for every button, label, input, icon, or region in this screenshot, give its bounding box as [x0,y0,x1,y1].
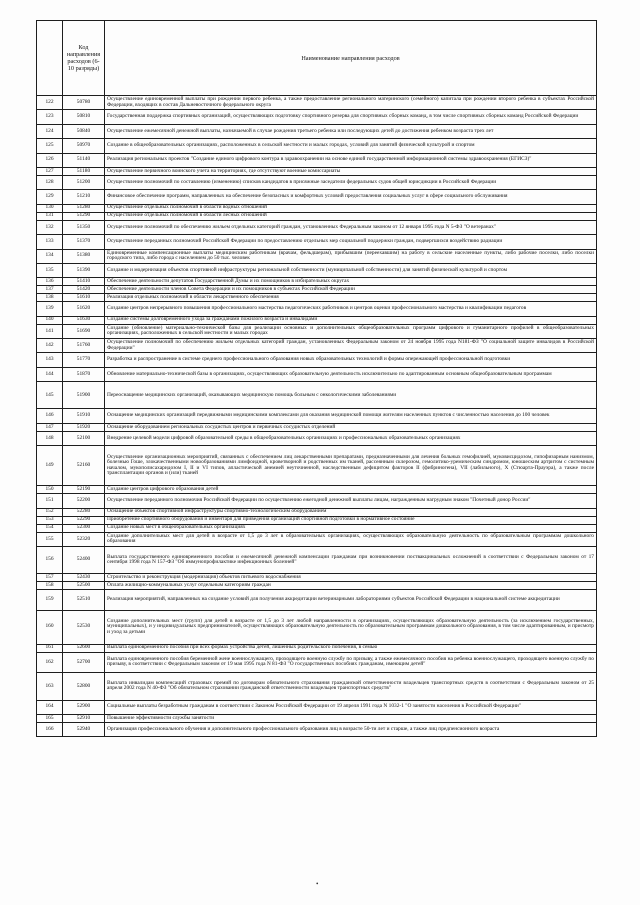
row-name: Переоснащение медицинских организаций, оказывающих медицинскую помощь больным с онкологическими заболеваниями [105,382,597,409]
row-code: 51920 [63,423,105,431]
row-name: Повышение эффективности службы занятости [105,714,597,722]
row-name: Обеспечение деятельности депутатов Государственной Думы и их помощников в избирательных округах [105,278,597,286]
row-code: 51690 [63,324,105,338]
row-name: Оснащение объектов спортивной инфраструктуры спортивно-технологическим оборудованием [105,508,597,516]
table-body [37,96,597,737]
row-code: 51900 [63,382,105,409]
row-code: 51420 [63,286,105,294]
table-row [37,153,597,167]
row-name: Социальные выплаты безработным гражданам в соответствии с Законом Российской Федерации от 19 апреля 1991 года N 1032-1 "О занятости населения в Российской Федерации" [105,700,597,714]
row-name: Выплата единовременного пособия при всех формах устройства детей, лишенных родительского попечения, в семью [105,644,597,652]
row-name: Финансовое обеспечение программ, направленных на обеспечение безопасных и комфортных условий предоставления социальных услуг в сфере социального обслуживания [105,190,597,204]
table-row [37,302,597,316]
row-code: 52530 [63,610,105,644]
row-number: 131 [37,212,63,220]
row-name: Реализация отдельных полномочий в области лекарственного обеспечения [105,294,597,302]
row-number: 132 [37,220,63,234]
row-name: Внедрение целевой модели цифровой образовательной среды в общеобразовательных организациях и профессиональных образовательных организациях [105,431,597,445]
table-row [37,524,597,532]
row-name: Реализация региональных проектов "Создание единого цифрового контура в здравоохранении на основе единой государственной информационной системы здравоохранения (ЕГИСЗ)" [105,153,597,167]
row-code: 52430 [63,574,105,582]
table-row [37,167,597,175]
row-number: 139 [37,302,63,316]
row-name: Приобретение спортивного оборудования и инвентаря для приведения организаций спортивной подготовки в нормативное состояние [105,516,597,524]
table-row [37,263,597,277]
row-name: Осуществление полномочий по составлению (изменению) списков кандидатов в присяжные заседатели федеральных судов общей юрисдикции в Российской Федерации [105,175,597,189]
row-name: Обеспечение деятельности членов Совета Федерации и их помощников в субъектах Российской Федерации [105,286,597,294]
row-name: Осуществление ежемесячной денежной выплаты, назначаемой в случае рождения третьего ребенка или последующих детей до достижения ребенком возраста трех лет [105,124,597,138]
row-number: 163 [37,673,63,700]
table-row [37,494,597,508]
row-code: 52300 [63,524,105,532]
row-code: 52160 [63,446,105,486]
row-number: 148 [37,431,63,445]
row-name: Выплата единовременного пособия беременной жене военнослужащего, проходящего военную службу по призыву, а также ежемесячного пособия на ребенка военнослужащего, проходящего военную службу по призыву, в соответствии с Федеральным законом от 19 мая 1995 года N 81-ФЗ "О государственных пособиях гражданам, имеющим детей" [105,652,597,673]
table-row [37,286,597,294]
row-code: 52500 [63,582,105,590]
row-number: 147 [37,423,63,431]
row-number: 137 [37,286,63,294]
row-number: 165 [37,714,63,722]
table-row [37,204,597,212]
row-number: 151 [37,494,63,508]
table-row [37,212,597,220]
table-row [37,220,597,234]
row-code: 52510 [63,590,105,611]
row-code: 51620 [63,302,105,316]
table-row [37,644,597,652]
table-row [37,190,597,204]
table-row [37,582,597,590]
row-name: Создание центров непрерывного повышения профессионального мастерства педагогических работников и центров оценки профессионального мастерства и квалификации педагогов [105,302,597,316]
table-row [37,446,597,486]
row-code: 52600 [63,644,105,652]
row-number: 125 [37,139,63,153]
table-row [37,508,597,516]
table-row [37,110,597,124]
row-name: Создание новых мест в общеобразовательных организациях [105,524,597,532]
row-code: 51210 [63,190,105,204]
row-name: Осуществление отдельных полномочий в области водных отношений [105,204,597,212]
row-code: 51290 [63,212,105,220]
row-number: 161 [37,644,63,652]
row-number: 133 [37,235,63,249]
row-code: 51280 [63,204,105,212]
row-number: 142 [37,339,63,353]
row-name: Создание (обновление) материально-технической базы для реализации основных и дополнительных общеобразовательных программ цифрового и гуманитарного профилей в общеобразовательных организациях, расположенных в сельской местности и малых городах [105,324,597,338]
row-code: 52900 [63,700,105,714]
row-code: 51140 [63,153,105,167]
row-code: 52910 [63,714,105,722]
row-name: Создание дополнительных мест для детей в возрасте от 1,5 до 3 лет в образовательных организациях, осуществляющих образовательную деятельность по образовательным программам дошкольного образования [105,532,597,546]
table-row [37,431,597,445]
header-number [37,21,63,96]
row-name: Осуществление полномочий по обеспечению жильем отдельных категорий граждан, установленных Федеральным законом от 24 ноября 1995 года N181-ФЗ "О социальной защите инвалидов в Российской Федерации" [105,339,597,353]
header-code: Код направления расходов (6-10 разряды) [63,21,105,96]
row-name: Организация профессионального обучения и дополнительного профессионального образования лиц в возрасте 50-ти лет и старше, а также лиц предпенсионного возраста [105,722,597,736]
table-row [37,652,597,673]
row-number: 144 [37,367,63,381]
table-row [37,249,597,263]
row-number: 166 [37,722,63,736]
row-code: 52200 [63,494,105,508]
row-code: 51350 [63,220,105,234]
row-number: 153 [37,516,63,524]
header-name: Наименование направления расходов [105,21,597,96]
row-name: Осуществление отдельных полномочий в области лесных отношений [105,212,597,220]
table-header [37,21,597,96]
row-name: Осуществление первичного воинского учета на территориях, где отсутствуют военные комиссариаты [105,167,597,175]
row-code: 51760 [63,339,105,353]
row-number: 155 [37,532,63,546]
table-row [37,278,597,286]
table-row [37,96,597,110]
table-row [37,722,597,736]
row-name: Осуществление единовременной выплаты при рождении первого ребенка, а также предоставление регионального материнского (семейного) капитала при рождении второго ребенка в субъектах Российской Федерации, входящих в состав Дальневосточного федерального округа [105,96,597,110]
table-row [37,610,597,644]
table-row [37,324,597,338]
row-number: 158 [37,582,63,590]
table-row [37,714,597,722]
row-name: Реализация мероприятий, направленных на создание условий для получения аккредитации ветеринарными лабораториями субъектов Российской Федерации в национальной системе аккредитации [105,590,597,611]
table-row [37,339,597,353]
row-name: Осуществление организационных мероприятий, связанных с обеспечением лиц лекарственными препаратами, предназначенными для лечения больных гемофилией, муковисцидозом, гипофизарным нанизмом, болезнью Гоше, злокачественными новообразованиями лимфоидной, кроветворной и родственных им тканей, рассеянным склерозом, гемолитико-уремическим синдромом, юношеским артритом с системным началом, мукополисахаридозом I, II и VI типов, апластической анемией неуточненной, наследственным дефицитом факторов II (фибриногена), VII (лабильного), X (Стюарта-Прауэра), а также после трансплантации органов и (или) тканей [105,446,597,486]
row-name: Создание центров цифрового образования детей [105,486,597,494]
row-name: Обновление материально-технической базы в организациях, осуществляющих образовательную деятельность исключительно по адаптированным основным общеобразовательным программам [105,367,597,381]
row-number: 127 [37,167,63,175]
row-code: 51180 [63,167,105,175]
row-name: Оснащение оборудованием региональных сосудистых центров и первичных сосудистых отделений [105,423,597,431]
row-code: 51910 [63,409,105,423]
row-number: 143 [37,353,63,367]
row-number: 156 [37,547,63,574]
table-row [37,673,597,700]
row-number: 159 [37,590,63,611]
row-name: Единовременные компенсационные выплаты медицинским работникам (врачам, фельдшерам), прибывшим (переехавшим) на работу в сельские населенные пункты, либо рабочие поселки, либо поселки городского типа, либо города с населением до 50 тыс. человек [105,249,597,263]
table-row [37,532,597,546]
row-number: 128 [37,175,63,189]
row-code: 51370 [63,235,105,249]
row-number: 136 [37,278,63,286]
row-code: 52280 [63,508,105,516]
table-row [37,409,597,423]
row-code: 52800 [63,673,105,700]
row-code: 52400 [63,547,105,574]
table-row [37,235,597,249]
row-number: 140 [37,316,63,324]
row-name: Создание дополнительных мест (групп) для детей в возрасте от 1,5 до 3 лет любой направленности в организациях, осуществляющих образовательную деятельность (за исключением государственных, муниципальных), и у индивидуальных предпринимателей, осуществляющих образовательную деятельность по образовательным программам дошкольного образования, в том числе адаптированным, и присмотр и уход за детьми [105,610,597,644]
row-name: Оснащение медицинских организаций передвижными медицинскими комплексами для оказания медицинской помощи жителям населенных пунктов с численностью населения до 100 человек [105,409,597,423]
row-name: Оплата жилищно-коммунальных услуг отдельным категориям граждан [105,582,597,590]
row-name: Создание в общеобразовательных организациях, расположенных в сельской местности и малых городах, условий для занятий физической культурой и спортом [105,139,597,153]
row-code: 51770 [63,353,105,367]
row-name: Создание системы долговременного ухода за гражданами пожилого возраста и инвалидами [105,316,597,324]
row-code: 51410 [63,278,105,286]
table-row [37,139,597,153]
row-code: 51390 [63,263,105,277]
row-number: 126 [37,153,63,167]
table-row [37,316,597,324]
table-row [37,367,597,381]
table-row [37,175,597,189]
row-code: 50810 [63,110,105,124]
row-code: 51870 [63,367,105,381]
table-row [37,353,597,367]
row-number: 123 [37,110,63,124]
row-number: 124 [37,124,63,138]
row-number: 157 [37,574,63,582]
table-row [37,590,597,611]
row-number: 129 [37,190,63,204]
row-number: 122 [37,96,63,110]
table-row [37,574,597,582]
row-number: 145 [37,382,63,409]
table-row [37,124,597,138]
row-name: Осуществление переданного полномочия Российской Федерации по осуществлению ежегодной денежной выплаты лицам, награжденным нагрудным знаком "Почетный донор России" [105,494,597,508]
row-code: 51610 [63,294,105,302]
row-name: Создание и модернизация объектов спортивной инфраструктуры региональной собственности (муниципальной собственности) для занятий физической культурой и спортом [105,263,597,277]
row-code: 52320 [63,532,105,546]
row-number: 138 [37,294,63,302]
table-row [37,547,597,574]
row-name: Строительство и реконструкция (модернизация) объектов питьевого водоснабжения [105,574,597,582]
row-number: 149 [37,446,63,486]
table-row [37,516,597,524]
row-number: 152 [37,508,63,516]
page-marker: • [316,880,319,888]
row-code: 50780 [63,96,105,110]
row-number: 154 [37,524,63,532]
row-name: Разработка и распространение в системе среднего профессионального образования новых образовательных технологий и формы опережающей профессиональной подготовки [105,353,597,367]
row-number: 135 [37,263,63,277]
table-row [37,700,597,714]
table-row [37,486,597,494]
row-name: Осуществление полномочий по обеспечению жильем отдельных категорий граждан, установленных Федеральным законом от 12 января 1995 года N 5-ФЗ "О ветеранах" [105,220,597,234]
row-code: 51200 [63,175,105,189]
row-name: Государственная поддержка спортивных организаций, осуществляющих подготовку спортивного резерва для спортивных сборных команд, в том числе спортивных сборных команд Российской Федерации [105,110,597,124]
row-code: 52290 [63,516,105,524]
row-name: Выплата инвалидам компенсаций страховых премий по договорам обязательного страхования гражданской ответственности владельцев транспортных средств в соответствии с Федеральным законом от 25 апреля 2002 года N 40-ФЗ "Об обязательном страховании гражданской ответственности владельцев транспортных средств" [105,673,597,700]
row-number: 160 [37,610,63,644]
row-number: 164 [37,700,63,714]
row-code: 52100 [63,431,105,445]
row-code: 50840 [63,124,105,138]
table-row [37,423,597,431]
row-code: 51380 [63,249,105,263]
row-number: 130 [37,204,63,212]
row-code: 52940 [63,722,105,736]
row-number: 150 [37,486,63,494]
row-number: 141 [37,324,63,338]
row-number: 134 [37,249,63,263]
row-number: 146 [37,409,63,423]
row-number: 162 [37,652,63,673]
row-name: Выплата государственного единовременного пособия и ежемесячной денежной компенсации гражданам при возникновении поствакцинальных осложнений в соответствии с Федеральным законом от 17 сентября 1998 года N 157-ФЗ "Об иммунопрофилактике инфекционных болезней" [105,547,597,574]
table-row [37,294,597,302]
row-code: 51630 [63,316,105,324]
row-code: 52700 [63,652,105,673]
table-row [37,382,597,409]
row-name: Осуществление переданных полномочий Российской Федерации по предоставлению отдельных мер социальной поддержки граждан, подвергшихся воздействию радиации [105,235,597,249]
row-code: 50970 [63,139,105,153]
row-code: 52190 [63,486,105,494]
budget-codes-table [36,20,597,737]
